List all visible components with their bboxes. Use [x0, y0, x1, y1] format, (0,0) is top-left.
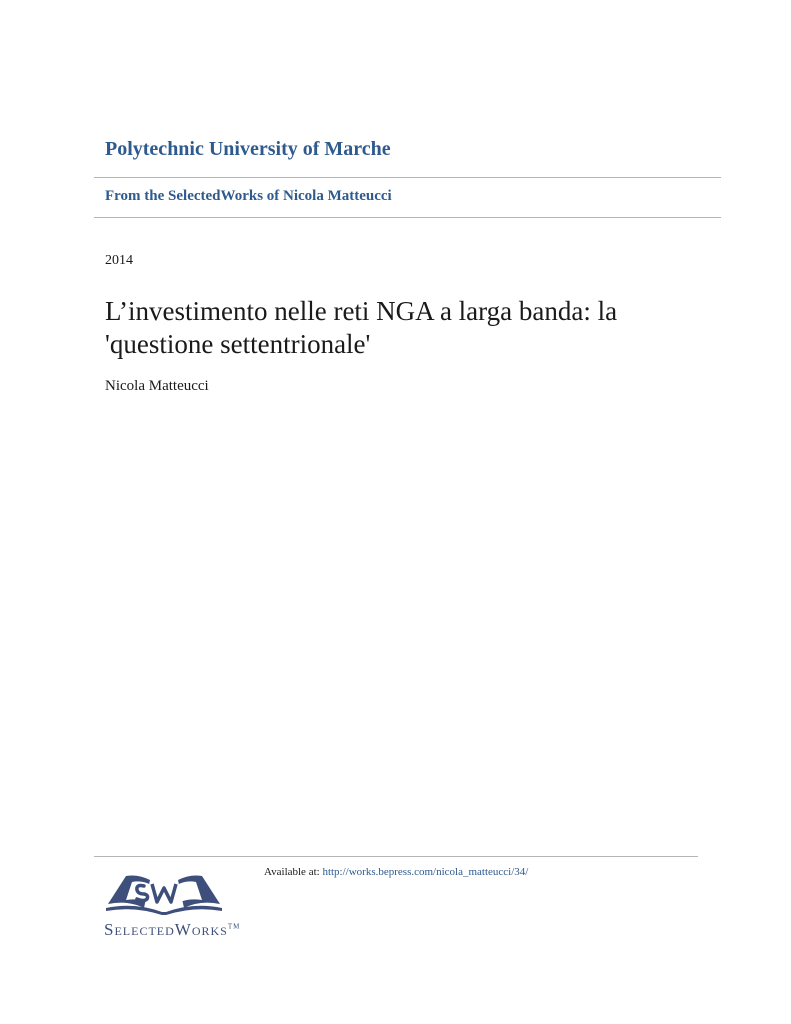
logo-wordmark: SelectedWorks™ [104, 920, 241, 939]
footer-divider [94, 856, 698, 857]
selectedworks-logo [104, 866, 264, 946]
open-book-icon [104, 866, 224, 916]
selectedworks-author-link[interactable]: From the SelectedWorks of Nicola Matteucci [105, 188, 392, 204]
document-author: Nicola Matteucci [105, 378, 209, 394]
available-url-link[interactable]: http://works.bepress.com/nicola_matteucci/34/ [322, 866, 529, 878]
publication-year: 2014 [105, 253, 133, 268]
trademark-symbol: TM [227, 922, 241, 931]
document-title: L’investimento nelle reti NGA a larga banda: la 'questione settentrionale' [105, 296, 618, 359]
header-divider-bottom [94, 217, 721, 218]
institution-link[interactable]: Polytechnic University of Marche [105, 138, 391, 160]
available-label: Available at: [264, 866, 320, 878]
available-at [264, 866, 528, 878]
header-divider-top [94, 177, 721, 178]
